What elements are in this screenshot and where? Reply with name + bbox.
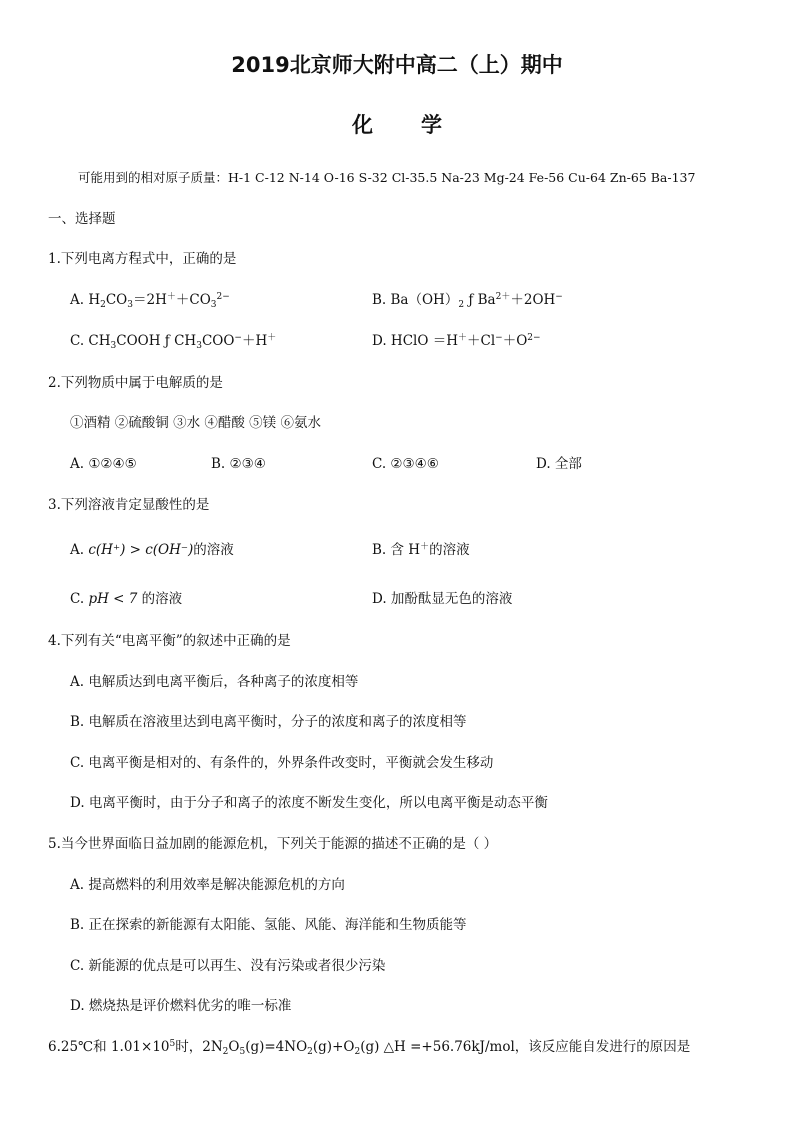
ph-expression: pH < 7 [88, 591, 138, 607]
question-2-option-b: B. ②③④ [211, 456, 266, 472]
question-5-option-c: C. 新能源的优点是可以再生、没有污染或者很少污染 [70, 958, 386, 974]
question-4-stem: 4.下列有关“电离平衡”的叙述中正确的是 [48, 633, 291, 649]
question-2-items: ①酒精 ②硫酸铜 ③水 ④醋酸 ⑤镁 ⑥氨水 [70, 415, 321, 431]
question-1-option-b: B. $Ba(OH)_2$ ƒ $Ba^{2+}+2OH^-$ [372, 292, 563, 310]
section-heading: 一、选择题 [48, 211, 116, 227]
question-1-option-c: C. $CH_3COOH$ ƒ $CH_3COO^-+H^+$ [70, 333, 277, 351]
question-5-option-d: D. 燃烧热是评价燃料优劣的唯一标准 [70, 998, 292, 1014]
question-2-option-c: C. ②③④⑥ [372, 456, 439, 472]
question-1-stem: 1.下列电离方程式中，正确的是 [48, 251, 237, 267]
subject-char-1: 化 [352, 113, 373, 137]
question-6-stem: 6.25℃和 $1.01\times 10^5$时，$2N_2O_5(g)=4NO_2(g)+O_2(g)$ △H =+56.76kJ/mol，该反应能自发进行的原因是 [48, 1039, 691, 1057]
question-5-option-a: A. 提高燃料的利用效率是解决能源危机的方向 [70, 877, 345, 893]
question-4-option-b: B. 电解质在溶液里达到电离平衡时，分子的浓度和离子的浓度相等 [70, 714, 467, 730]
subject-title [352, 112, 442, 138]
question-1-option-a: A. $H_2CO_3=2H^++CO_3^{2-}$ [70, 292, 230, 310]
question-1-option-d: D. HClO $=H^++Cl^-+O^{2-}$ [372, 333, 541, 349]
question-5-stem: 5.当今世界面临日益加剧的能源危机，下列关于能源的描述不正确的是（ ） [48, 836, 498, 852]
question-2-stem: 2.下列物质中属于电解质的是 [48, 375, 223, 391]
question-4-option-c: C. 电离平衡是相对的、有条件的，外界条件改变时，平衡就会发生移动 [70, 755, 494, 771]
question-2-option-a: A. ①②④⑤ [70, 456, 137, 472]
document-title: 2019北京师大附中高二（上）期中 [231, 53, 563, 77]
question-2-option-d: D. 全部 [536, 456, 582, 472]
question-3-option-c: C. pH < 7 的溶液 [70, 591, 183, 607]
question-4-option-d: D. 电离平衡时，由于分子和离子的浓度不断发生变化，所以电离平衡是动态平衡 [70, 795, 548, 811]
question-3-stem: 3.下列溶液肯定显酸性的是 [48, 497, 210, 513]
question-4-option-a: A. 电解质达到电离平衡后，各种离子的浓度相等 [70, 674, 359, 690]
question-5-option-b: B. 正在探索的新能源有太阳能、氢能、风能、海洋能和生物质能等 [70, 917, 467, 933]
question-3-option-b: B. 含 H＋的溶液 [372, 542, 470, 558]
acid-condition-expression: c(H⁺) > c(OH⁻) [88, 542, 194, 558]
subject-char-2: 学 [421, 113, 442, 137]
question-3-option-d: D. 加酚酞显无色的溶液 [372, 591, 513, 607]
atomic-masses: 可能用到的相对原子质量：H-1 C-12 N-14 O-16 S-32 Cl-35.5 Na-23 Mg-24 Fe-56 Cu-64 Zn-65 Ba-137 [78, 170, 696, 185]
question-3-option-a: A. c(H⁺) > c(OH⁻)的溶液 [70, 542, 234, 558]
